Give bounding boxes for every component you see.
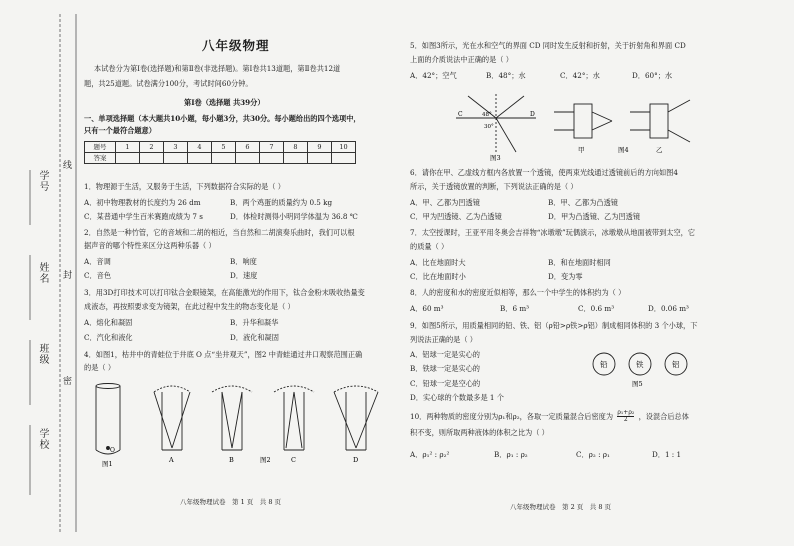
seal-char-mi: 密 <box>63 377 73 387</box>
q7-option-d: D．变为零 <box>548 272 583 281</box>
table-cell: 10 <box>332 142 356 153</box>
q9-option-d: D．实心球的个数最多是 1 个 <box>410 393 504 402</box>
q10-option-c: C．ρ₂ : ρ₁ <box>576 450 610 459</box>
option-b-letter: B <box>229 456 234 464</box>
section1-line-1: 一、单项选择题（本大题共10小题，每小题3分，共30分。每小题给出的四个选项中， <box>84 114 361 123</box>
intro-line-2: 题，共25道题。试卷满分100分，考试时间60分钟。 <box>84 79 253 88</box>
q6-option-a: A．甲、乙都为凹透镜 <box>410 198 480 207</box>
q10-option-b: B．ρ₁ : ρ₂ <box>494 450 528 459</box>
table-cell: 7 <box>260 142 284 153</box>
table-cell: 6 <box>236 142 260 153</box>
answer-cell[interactable] <box>212 153 236 164</box>
q6-option-c: C．甲为凹透镜、乙为凸透镜 <box>410 212 502 221</box>
school-label: 学校 <box>37 428 48 450</box>
fig5-caption: 图5 <box>632 380 643 388</box>
q2-stem-line-2: 据声音的哪个特性来区分这两种乐器（ ） <box>84 241 216 250</box>
q5-stem-line-2: 上面的介质说法中正确的是（ ） <box>410 55 513 64</box>
q5-q6-figures <box>450 86 710 162</box>
well-option-c <box>274 386 314 450</box>
answer-cell[interactable] <box>332 153 356 164</box>
label-c: C <box>458 111 463 118</box>
answer-cell[interactable] <box>188 153 212 164</box>
label-jia: 甲 <box>578 146 585 154</box>
answer-table-answer-row <box>85 153 356 164</box>
fig5-balls <box>590 350 700 390</box>
angle-48-label: 48° <box>482 112 492 118</box>
q5-option-c: C．42°；水 <box>560 71 600 80</box>
table-cell: 9 <box>308 142 332 153</box>
fig1-caption: 图1 <box>102 460 113 468</box>
q10-stem-tail: ，设混合后总体 <box>638 411 689 421</box>
q4-stem-line-1: 4．如图1，枯井中的青蛙位于井底 O 点“坐井观天”，图2 中青蛙通过井口观察范围正确 <box>84 350 363 359</box>
table-cell: 答案 <box>85 153 116 164</box>
binding-margin <box>0 0 84 546</box>
q8-option-d: D．0.06 m³ <box>648 304 689 313</box>
q1-option-a: A．初中物理教材的长度约为 26 dm <box>84 198 201 207</box>
answer-cell[interactable] <box>116 153 140 164</box>
q6-option-b: B．甲、乙都为凸透镜 <box>548 198 618 207</box>
seal-char-xian: 线 <box>63 161 73 171</box>
part1-heading: 第Ⅰ卷（选择题 共39分） <box>184 98 265 107</box>
q2-option-c: C．音色 <box>84 271 112 280</box>
well-figure-1 <box>96 384 120 455</box>
answer-cell[interactable] <box>140 153 164 164</box>
option-d-letter: D <box>353 456 359 464</box>
option-a-letter: A <box>169 456 174 464</box>
student-id-label: 学号 <box>37 170 48 192</box>
q4-stem-line-2: 的是（ ） <box>84 363 116 372</box>
fraction-denominator: 2 <box>623 416 628 424</box>
answer-cell[interactable] <box>260 153 284 164</box>
label-yi: 乙 <box>656 146 663 154</box>
q10-option-a: A．ρ₁² : ρ₂² <box>410 450 450 459</box>
fraction-numerator: ρ₁+ρ₂ <box>617 409 635 416</box>
q6-option-d: D．甲为凸透镜、乙为凹透镜 <box>548 212 641 221</box>
table-cell: 2 <box>140 142 164 153</box>
q5-option-a: A．42°；空气 <box>410 71 457 80</box>
q3-option-c: C．汽化和液化 <box>84 333 133 342</box>
q5-option-d: D．60°；水 <box>632 71 673 80</box>
refraction-diagram <box>456 94 536 154</box>
answer-table <box>84 141 356 164</box>
q8-stem: 8．人的密度和水的密度近似相等，那么一个中学生的体积约为（ ） <box>410 288 626 297</box>
q7-option-a: A．比在地面时大 <box>410 258 466 267</box>
q9-option-b: B．铁球一定是实心的 <box>410 364 480 373</box>
point-o-label: O <box>110 447 115 454</box>
answer-cell[interactable] <box>284 153 308 164</box>
angle-30-label: 30° <box>484 124 494 130</box>
q10-stem-text: 10．两种物质的密度分别为ρ₁和ρ₂，各取一定质量混合后密度为 <box>410 411 614 421</box>
q10-stem-line-2: 积不变，则所取两种液体的体积之比为（ ） <box>410 428 549 437</box>
table-cell: 题号 <box>85 142 116 153</box>
exam-title: 八年级物理 <box>202 38 270 53</box>
aluminum-ball-label: 铝 <box>672 360 680 369</box>
answer-cell[interactable] <box>164 153 188 164</box>
q7-stem-line-1: 7．太空授课时，王亚平用冬奥会吉祥物“冰墩墩”玩偶演示，冰墩墩从地面被带到太空，它 <box>410 228 696 237</box>
q10-option-d: D．1 : 1 <box>652 450 682 459</box>
table-cell: 3 <box>164 142 188 153</box>
q2-option-d: D．速度 <box>230 271 258 280</box>
q7-stem-line-2: 的质量（ ） <box>410 242 449 251</box>
q4-figures <box>84 378 396 470</box>
seal-char-feng: 封 <box>63 271 73 281</box>
page1-footer: 八年级物理试卷 第 1 页 共 8 页 <box>180 498 282 506</box>
q2-stem-line-1: 2．自然是一种竹管，它的音域和二胡的相近，当自然和二胡演奏乐曲时，我们可以根 <box>84 228 355 237</box>
table-cell: 5 <box>212 142 236 153</box>
page-1 <box>84 0 396 546</box>
answer-cell[interactable] <box>236 153 260 164</box>
q9-stem-line-1: 9．如图5所示，用质量相同的铅、铁、铝（ρ铅>ρ铁>ρ铝）制成相同体积的 3 个小球，下 <box>410 321 698 330</box>
answer-table-number-row <box>85 142 356 153</box>
q1-option-c: C．某普通中学生百米赛跑成绩为 7 s <box>84 212 203 221</box>
iron-ball-label: 铁 <box>636 360 644 369</box>
fig4-caption: 图4 <box>618 146 629 154</box>
class-label: 班级 <box>37 343 48 365</box>
q5-stem-line-1: 5．如图3所示，光在水和空气的界面 CD 同时发生反射和折射，关于折射角和界面 CD <box>410 41 686 50</box>
fig3-caption: 图3 <box>490 154 501 162</box>
q9-option-a: A．铝球一定是实心的 <box>410 350 480 359</box>
q10-fraction <box>617 410 634 424</box>
intro-line-1: 本试卷分为第Ⅰ卷(选择题)和第Ⅱ卷(非选择题)。第Ⅰ卷共13道题，第Ⅱ卷共12道 <box>94 64 341 73</box>
page-2 <box>410 0 730 546</box>
lens-box-jia <box>554 104 612 138</box>
q10-stem-line-1 <box>410 410 689 424</box>
q3-option-d: D．液化和凝固 <box>230 333 279 342</box>
lens-box-yi <box>630 100 690 142</box>
q9-option-c: C．铅球一定是空心的 <box>410 379 481 388</box>
q2-option-a: A．音调 <box>84 257 111 266</box>
section1-line-2: 只有一个最符合题意） <box>84 126 156 135</box>
q3-stem-line-2: 成液态，再按照要求变为镜架，在此过程中发生的物态变化是（ ） <box>84 302 295 311</box>
q7-option-c: C．比在地面时小 <box>410 272 466 281</box>
option-c-letter: C <box>291 456 296 464</box>
q8-option-b: B．6 m³ <box>500 304 530 313</box>
q8-option-a: A．60 m³ <box>410 304 444 313</box>
name-label: 姓名 <box>37 262 48 284</box>
label-d: D <box>530 111 535 118</box>
q9-stem-line-2: 列说法正确的是（ ） <box>410 335 477 344</box>
q8-option-c: C．0.6 m³ <box>578 304 615 313</box>
answer-cell[interactable] <box>308 153 332 164</box>
well-option-a <box>154 386 190 450</box>
q3-stem-line-1: 3．用3D打印技术可以打印钛合金眼镜架，在高能激光的作用下，钛合金粉末吸收热量变 <box>84 288 365 297</box>
table-cell: 4 <box>188 142 212 153</box>
q6-stem-line-2: 所示，关于透镜放置的判断，下列说法正确的是（ ） <box>410 182 578 191</box>
table-cell: 1 <box>116 142 140 153</box>
fig2-caption: 图2 <box>260 456 271 464</box>
q7-option-b: B．和在地面时相同 <box>548 258 611 267</box>
lead-ball-label: 铅 <box>600 360 608 369</box>
q1-option-b: B．两个鸡蛋的质量约为 0.5 kg <box>230 198 333 207</box>
q6-stem-line-1: 6．请你在甲、乙虚线方框内各放置一个透镜，使两束光线通过透镜前后的方向如图4 <box>410 168 678 177</box>
q5-option-b: B．48°；水 <box>486 71 526 80</box>
q3-option-a: A．熔化和凝固 <box>84 318 133 327</box>
q1-option-d: D．体检时测得小明同学体温为 36.8 ℃ <box>230 212 358 221</box>
q1-stem: 1．物理源于生活，又服务于生活，下列数据符合实际的是（ ） <box>84 182 285 191</box>
well-option-d <box>334 386 378 450</box>
q3-option-b: B．升华和凝华 <box>230 318 279 327</box>
q2-option-b: B．响度 <box>230 257 257 266</box>
table-cell: 8 <box>284 142 308 153</box>
page2-footer: 八年级物理试卷 第 2 页 共 8 页 <box>510 503 612 511</box>
well-option-b <box>212 386 252 450</box>
